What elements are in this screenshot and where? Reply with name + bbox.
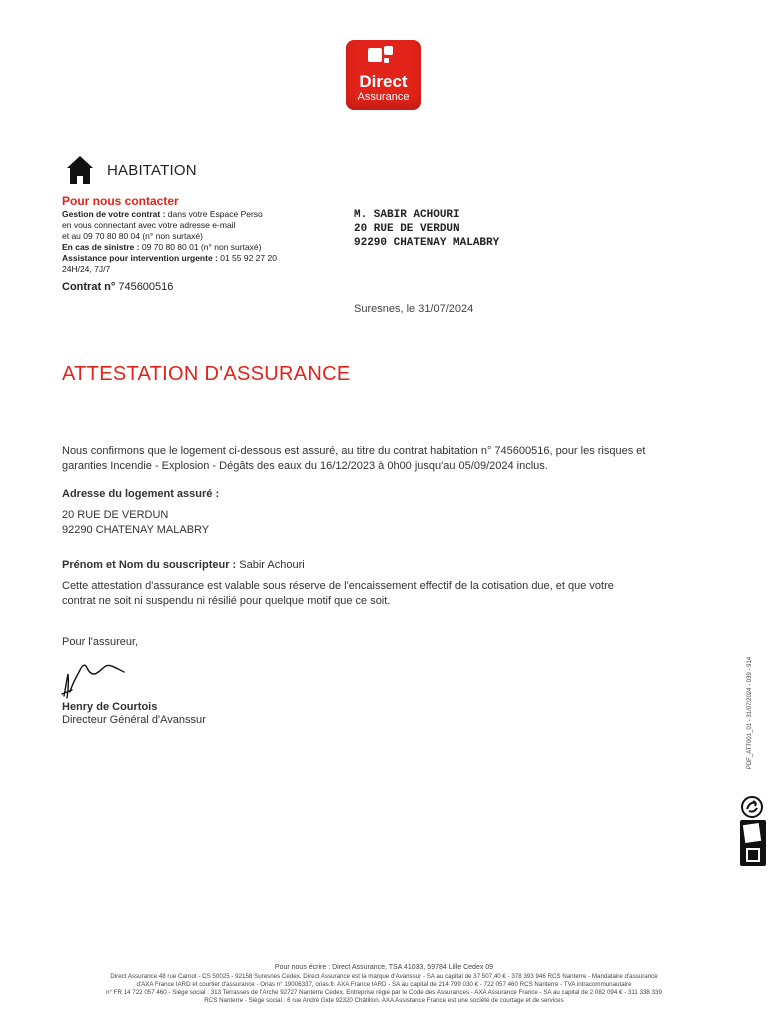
letter-date: Suresnes, le 31/07/2024	[354, 303, 474, 315]
footer-line3: d'AXA France IARD et courtier d'assurance - Orias n° 19006337, orias.fr. AXA France IARD - SA au capital de 214 799 030 € - 722 057 460 RCS Nanterre - TVA intracommunautaire	[136, 981, 632, 988]
recipient-address	[354, 208, 499, 250]
category-title: HABITATION	[107, 162, 197, 179]
bin-icon	[746, 848, 760, 862]
recycle-icon	[740, 795, 764, 819]
gestion-text: dans votre Espace Perso	[165, 209, 263, 219]
recycling-label-icon	[740, 820, 766, 866]
footer-line4: n° FR 14 722 057 460 - Siège social : 313 Terrasses de l'Arche 92727 Nanterre Cedex. Entreprise régie par le Code des Assurances - AXA Assurance France - SA au capital de 2 082 094 € - 311 338 339	[106, 989, 662, 996]
subscriber-label: Prénom et Nom du souscripteur :	[62, 559, 237, 571]
sinistre-text: 09 70 80 80 01 (n° non surtaxé)	[139, 242, 262, 252]
gestion-line2: en vous connectant avec votre adresse e-mail	[62, 220, 236, 230]
closing-text: Pour l'assureur,	[62, 636, 139, 648]
logo-word-assurance: Assurance	[357, 91, 410, 103]
insured-address-line2: 92290 CHATENAY MALABRY	[62, 524, 210, 536]
contact-title: Pour nous contacter	[62, 194, 179, 208]
validity-line1: Cette attestation d'assurance est valable sous réserve de l'encaissement effectif de la cotisation due, et que votre	[62, 580, 614, 592]
gestion-label: Gestion de votre contrat :	[62, 209, 166, 219]
subscriber-value: Sabir Achouri	[236, 559, 305, 571]
urgence-text: 01 55 92 27 20	[217, 253, 277, 263]
side-reference	[745, 650, 757, 780]
validity-line2: contrat ne soit ni suspendu ni résilié pour quelque motif que ce soit.	[62, 595, 391, 607]
intro-line1: Nous confirmons que le logement ci-dessous est assuré, au titre du contrat habitation n° 745600516, pour les risques et	[62, 445, 646, 457]
house-icon	[66, 154, 94, 186]
urgence-label: Assistance pour intervention urgente :	[62, 253, 218, 263]
footer-line5: RCS Nanterre - Siège social : 6 rue André Gide 92320 Châtillon. AXA Assistance France est une société de courtage et de services	[204, 997, 564, 1004]
urgence-line2: 24H/24, 7J/7	[62, 264, 111, 274]
footer-line1: Pour nous écrire : Direct Assurance, TSA 41033, 59784 Lille Cedex 09	[274, 964, 494, 971]
logo-square-small	[384, 46, 393, 55]
contract-value: 745600516	[115, 281, 174, 293]
footer-line2: Direct Assurance 48 rue Carnot - CS 50025 - 92158 Suresnes Cedex. Direct Assurance est la marque d'Avanssur - SA au capital de 37 507,40 € - 378 393 946 RCS Nanterre - Mandataire d'assurance	[110, 973, 658, 980]
recipient-street: 20 RUE DE VERDUN	[354, 223, 460, 235]
signer-name: Henry de Courtois	[62, 701, 158, 713]
signer-title: Directeur Général d'Avanssur	[62, 714, 206, 726]
address-label: Adresse du logement assuré :	[62, 488, 220, 500]
signature-image	[58, 656, 138, 700]
sinistre-label: En cas de sinistre :	[62, 242, 140, 252]
logo-word-direct: Direct	[359, 72, 408, 91]
subscriber-line	[62, 558, 712, 573]
paper-sheet-icon	[743, 823, 761, 843]
direct-assurance-logo	[346, 40, 421, 110]
gestion-line3: et au 09 70 80 80 04 (n° non surtaxé)	[62, 231, 203, 241]
logo-square-tiny	[384, 58, 389, 63]
contact-gestion	[62, 209, 312, 220]
logo-square-large	[368, 48, 382, 62]
contract-label: Contrat n°	[62, 281, 116, 293]
recipient-name: M. SABIR ACHOURI	[354, 209, 460, 221]
contact-urgence	[62, 253, 312, 264]
insured-address-line1: 20 RUE DE VERDUN	[62, 509, 169, 521]
document-title: ATTESTATION D'ASSURANCE	[62, 363, 351, 385]
side-reference-text: PDF_ATT001_01 - 31/07/2024 - 039 - 914	[747, 656, 753, 770]
contract-number	[62, 281, 173, 293]
contact-sinistre	[62, 242, 312, 253]
intro-line2: garanties Incendie - Explosion - Dégâts des eaux du 16/12/2023 à 0h00 jusqu'au 05/09/2024 inclus.	[62, 460, 548, 472]
recipient-city: 92290 CHATENAY MALABRY	[354, 237, 500, 249]
